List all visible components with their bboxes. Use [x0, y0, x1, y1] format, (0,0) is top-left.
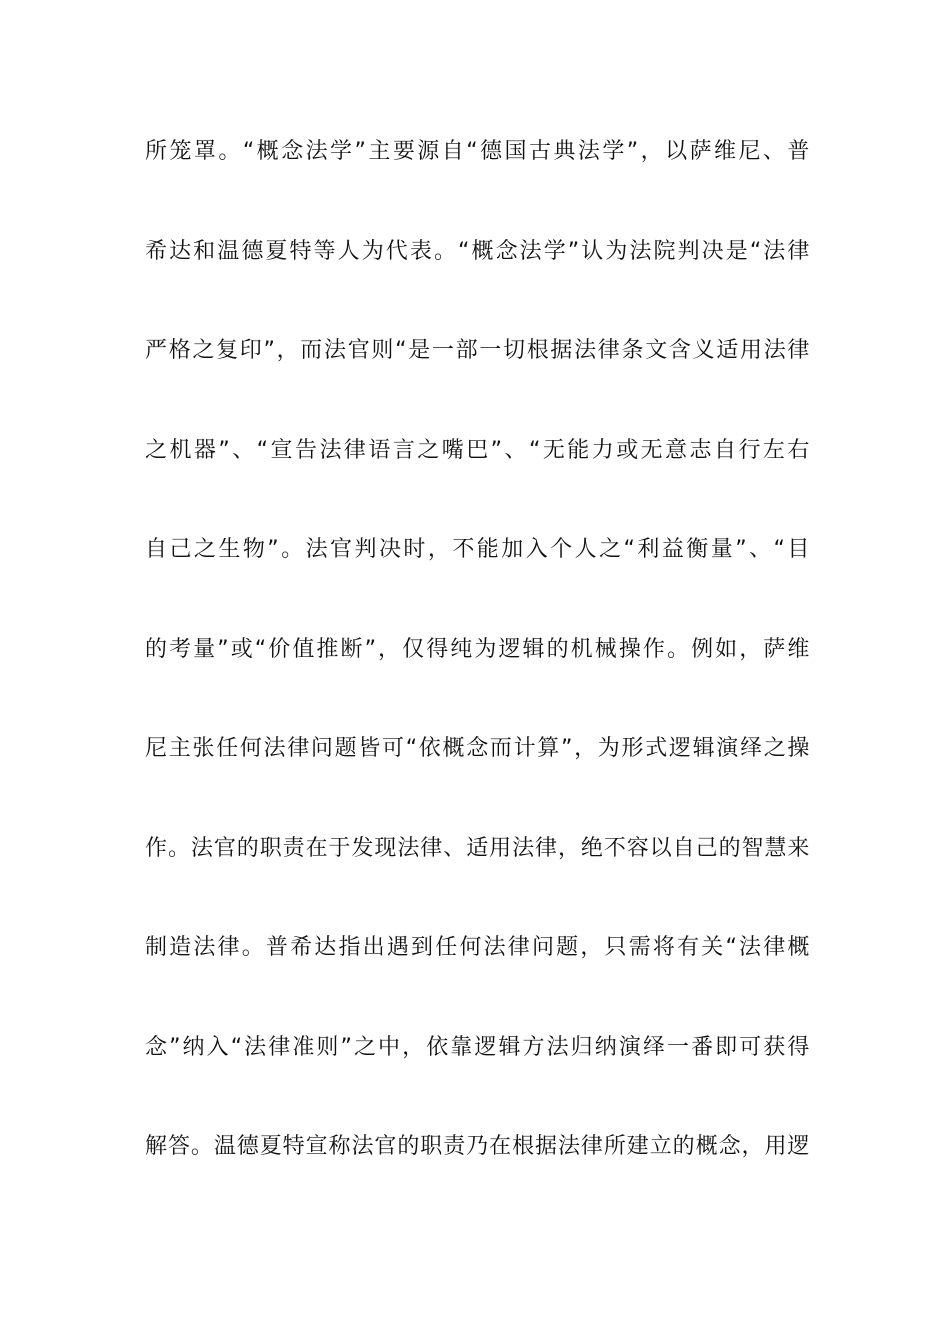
text-line: 之机器”、“宣告法律语言之嘴巴”、“无能力或无意志自行左右: [145, 437, 810, 463]
text-line: 所笼罩。“概念法学”主要源自“德国古典法学”，以萨维尼、普: [145, 139, 810, 164]
text-line: 尼主张任何法律问题皆可“依概念而计算”，为形式逻辑演绎之操: [145, 736, 810, 761]
text-line: 念”纳入“法律准则”之中，依靠逻辑方法归纳演绎一番即可获得: [145, 1034, 810, 1060]
text-line: 严格之复印”，而法官则“是一部一切根据法律条文含义适用法律: [145, 338, 810, 363]
text-line: 自己之生物”。法官判决时，不能加入个人之“利益衡量”、“目: [145, 537, 810, 562]
text-line: 希达和温德夏特等人为代表。“概念法学”认为法院判决是“法律: [145, 238, 810, 264]
body-text: [145, 128, 810, 1223]
text-line: 的考量”或“价值推断”，仅得纯为逻辑的机械操作。例如，萨维: [145, 636, 810, 662]
text-line: 作。法官的职责在于发现法律、适用法律，绝不容以自己的智慧来: [145, 835, 810, 861]
text-line: 制造法律。普希达指出遇到任何法律问题，只需将有关“法律概: [145, 935, 810, 960]
text-line: 解答。温德夏特宣称法官的职责乃在根据法律所建立的概念，用逻: [145, 1134, 810, 1159]
